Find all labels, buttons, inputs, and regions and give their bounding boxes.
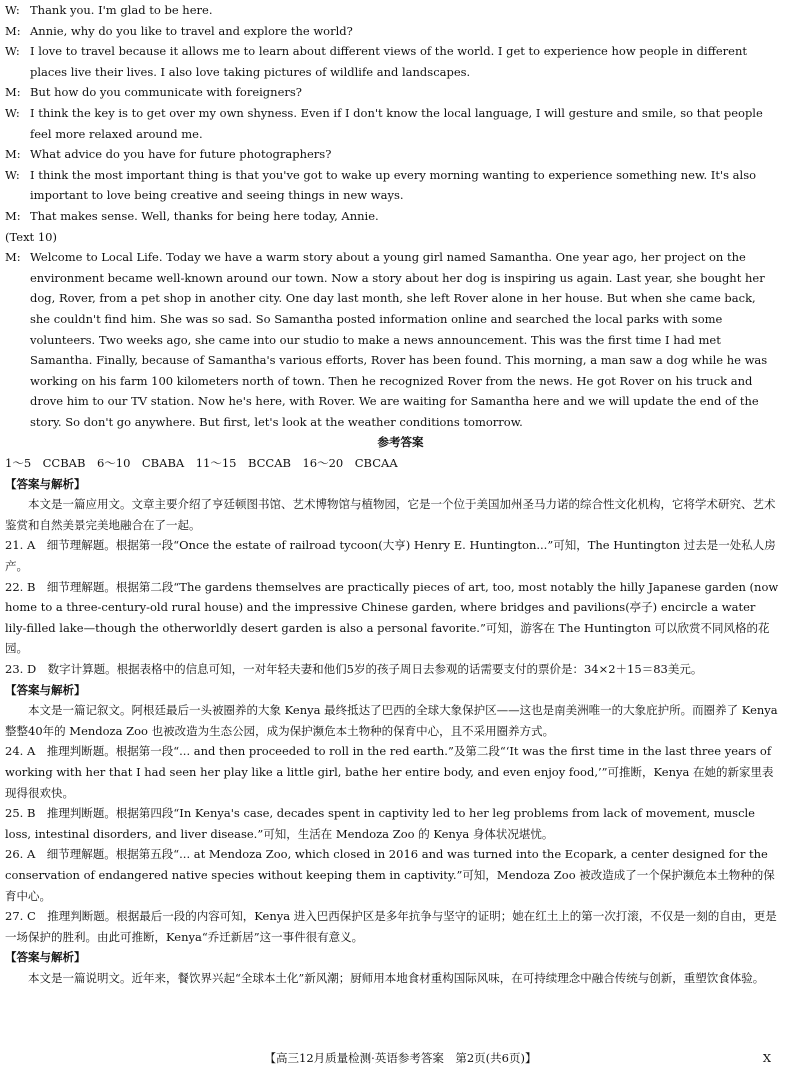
speaker-label: M: <box>5 250 21 265</box>
dialogue-line <box>0 206 801 227</box>
explanation-item: 22. B 细节理解题。根据第二段“The gardens themselves are practically pieces of art, too, most notably the hilly Japanese garden (now home to a three-century-old rural house) and the impressive Chinese garden, where bridges and pavilions(亭子) encircle a water lily-filled lake—though the otherworldly desert garden is also a personal favorite.”可知，游客在 The Huntington 可以欣赏不同风格的花园。 <box>5 579 779 656</box>
page-footer <box>0 1048 801 1068</box>
explanation-item: 21. A 细节理解题。根据第一段“Once the estate of railroad tycoon(大亨) Henry E. Huntington...”可知，The Huntington 过去是一处私人房产。 <box>5 538 776 574</box>
speaker-label: W: <box>5 167 20 182</box>
section-intro: 本文是一篇应用文。文章主要介绍了亨廷顿图书馆、艺术博物馆与植物园，它是一个位于美国加州圣马力诺的综合性文化机构，它将学术研究、艺术鉴赏和自然美景完美地融合在了一起。 <box>5 497 776 532</box>
speaker-label: W: <box>5 44 20 59</box>
answer-key: 1～5 CCBAB 6～10 CBABA 11～15 BCCAB 16～20 CBCAA <box>5 456 398 471</box>
dialogue-text: That makes sense. Well, thanks for being here today, Annie. <box>30 208 379 223</box>
speaker-label: W: <box>5 3 20 17</box>
dialogue-line <box>0 82 801 103</box>
dialogue-text: Annie, why do you like to travel and explore the world? <box>30 23 353 38</box>
explanation-item: 27. C 推理判断题。根据最后一段的内容可知，Kenya 进入巴西保护区是多年抗争与坚守的证明；她在红土上的第一次打滚，不仅是一刻的自由，更是一场保护的胜利。由此可推断，Kenya“乔迁新居”这一事件很有意义。 <box>5 909 777 944</box>
explanation-item: 23. D 数字计算题。根据表格中的信息可知，一对年轻夫妻和他们5岁的孩子周日去参观的话需要支付的票价是：34×2＋15＝83美元。 <box>5 662 703 676</box>
speaker-label: M: <box>5 85 21 100</box>
section-heading: 【答案与解析】 <box>5 682 86 697</box>
monologue-text: Welcome to Local Life. Today we have a warm story about a young girl named Samantha. One year ago, her project on the environment became well-known around our town. Now a story about her dog is inspiring us again. Last year, she bought her dog, Rover, from a pet shop in another city. One day last month, she left Rover alone in her house. But when she came back, she couldn't find him. She was so sad. So Samantha posted information online and searched the local parks with some volunteers. Two weeks ago, she came into our studio to make a news announcement. This was the first time I had met Samantha. Finally, because of Samantha's various efforts, Rover has been found. This morning, a man saw a dog while he was working on his farm 100 kilometers north of town. Then he recognized Rover from the news. He got Rover on his truck and drove him to our TV station. Now he's here, with Rover. We are waiting for Samantha here and we will update the end of the story. So don't go anywhere. But first, let's look at the weather conditions tomorrow. <box>30 250 768 429</box>
explanation-item: 25. B 推理判断题。根据第四段“In Kenya's case, decades spent in captivity led to her leg problems from lack of movement, muscle loss, intestinal disorders, and liver disease.”可知，生活在 Mendoza Zoo 的 Kenya 身体状况堪忧。 <box>5 806 755 841</box>
section-intro: 本文是一篇说明文。近年来，餐饮界兴起“全球本土化”新风潮；厨师用本地食材重构国际风味，在可持续理念中融合传统与创新，重塑饮食体验。 <box>28 970 765 985</box>
dialogue-line <box>0 41 801 82</box>
section-intro: 本文是一篇记叙文。阿根廷最后一头被圈养的大象 Kenya 最终抵达了巴西的全球大象保护区——这也是南美洲唯一的大象庇护所。而圈养了 Kenya 整整40年的 Mendoza Zoo 也被改造为生态公园，成为保护濒危本土物种的保育中心，且不采用圈养方式。 <box>5 703 778 738</box>
speaker-label: W: <box>5 105 20 120</box>
section-heading: 【答案与解析】 <box>5 476 86 491</box>
footer-text: 【高三12月质量检测·英语参考答案 第2页(共6页)】 <box>264 1051 537 1065</box>
dialogue-text: What advice do you have for future photographers? <box>30 147 332 162</box>
speaker-label: M: <box>5 147 21 162</box>
dialogue-text: I love to travel because it allows me to learn about different views of the world. I get to experience how people in different places live their lives. I also love taking pictures of wildlife and landscapes. <box>30 44 748 79</box>
speaker-label: M: <box>5 23 21 38</box>
text-10-label: (Text 10) <box>5 229 57 244</box>
dialogue-line <box>0 21 801 42</box>
dialogue-line <box>0 144 801 165</box>
footer-mark: X <box>762 1051 771 1065</box>
section-heading: 【答案与解析】 <box>5 950 86 965</box>
dialogue-line <box>0 103 801 144</box>
dialogue-line <box>0 165 801 206</box>
speaker-label: M: <box>5 208 21 223</box>
dialogue-text: But how do you communicate with foreigners? <box>30 85 302 100</box>
explanation-item: 24. A 推理判断题。根据第一段“... and then proceeded to roll in the red earth.”及第二段“‘It was the first time in the last three years of working with her that I had seen her play like a little girl, bathe her entire body, and even enjoy food,’”可推断，Kenya 在她的新家里表现得很欢快。 <box>5 744 774 800</box>
monologue <box>0 247 801 432</box>
dialogue-line <box>0 0 801 21</box>
dialogue-text: I think the key is to get over my own shyness. Even if I don't know the local language, I will gesture and smile, so that people feel more relaxed around me. <box>30 105 763 141</box>
explanation-item: 26. A 细节理解题。根据第五段“... at Mendoza Zoo, which closed in 2016 and was turned into the Ecopark, a center designed for the conservation of endangered native species without keeping them in captivity.”可知，Mendoza Zoo 被改造成了一个保护濒危本土物种的保育中心。 <box>5 847 775 903</box>
answer-title: 参考答案 <box>377 435 424 450</box>
dialogue-text: I think the most important thing is that you've got to wake up every morning wanting to experience something new. It's also important to love being creative and seeing things in new ways. <box>30 167 757 203</box>
dialogue-text: Thank you. I'm glad to be here. <box>30 3 213 17</box>
